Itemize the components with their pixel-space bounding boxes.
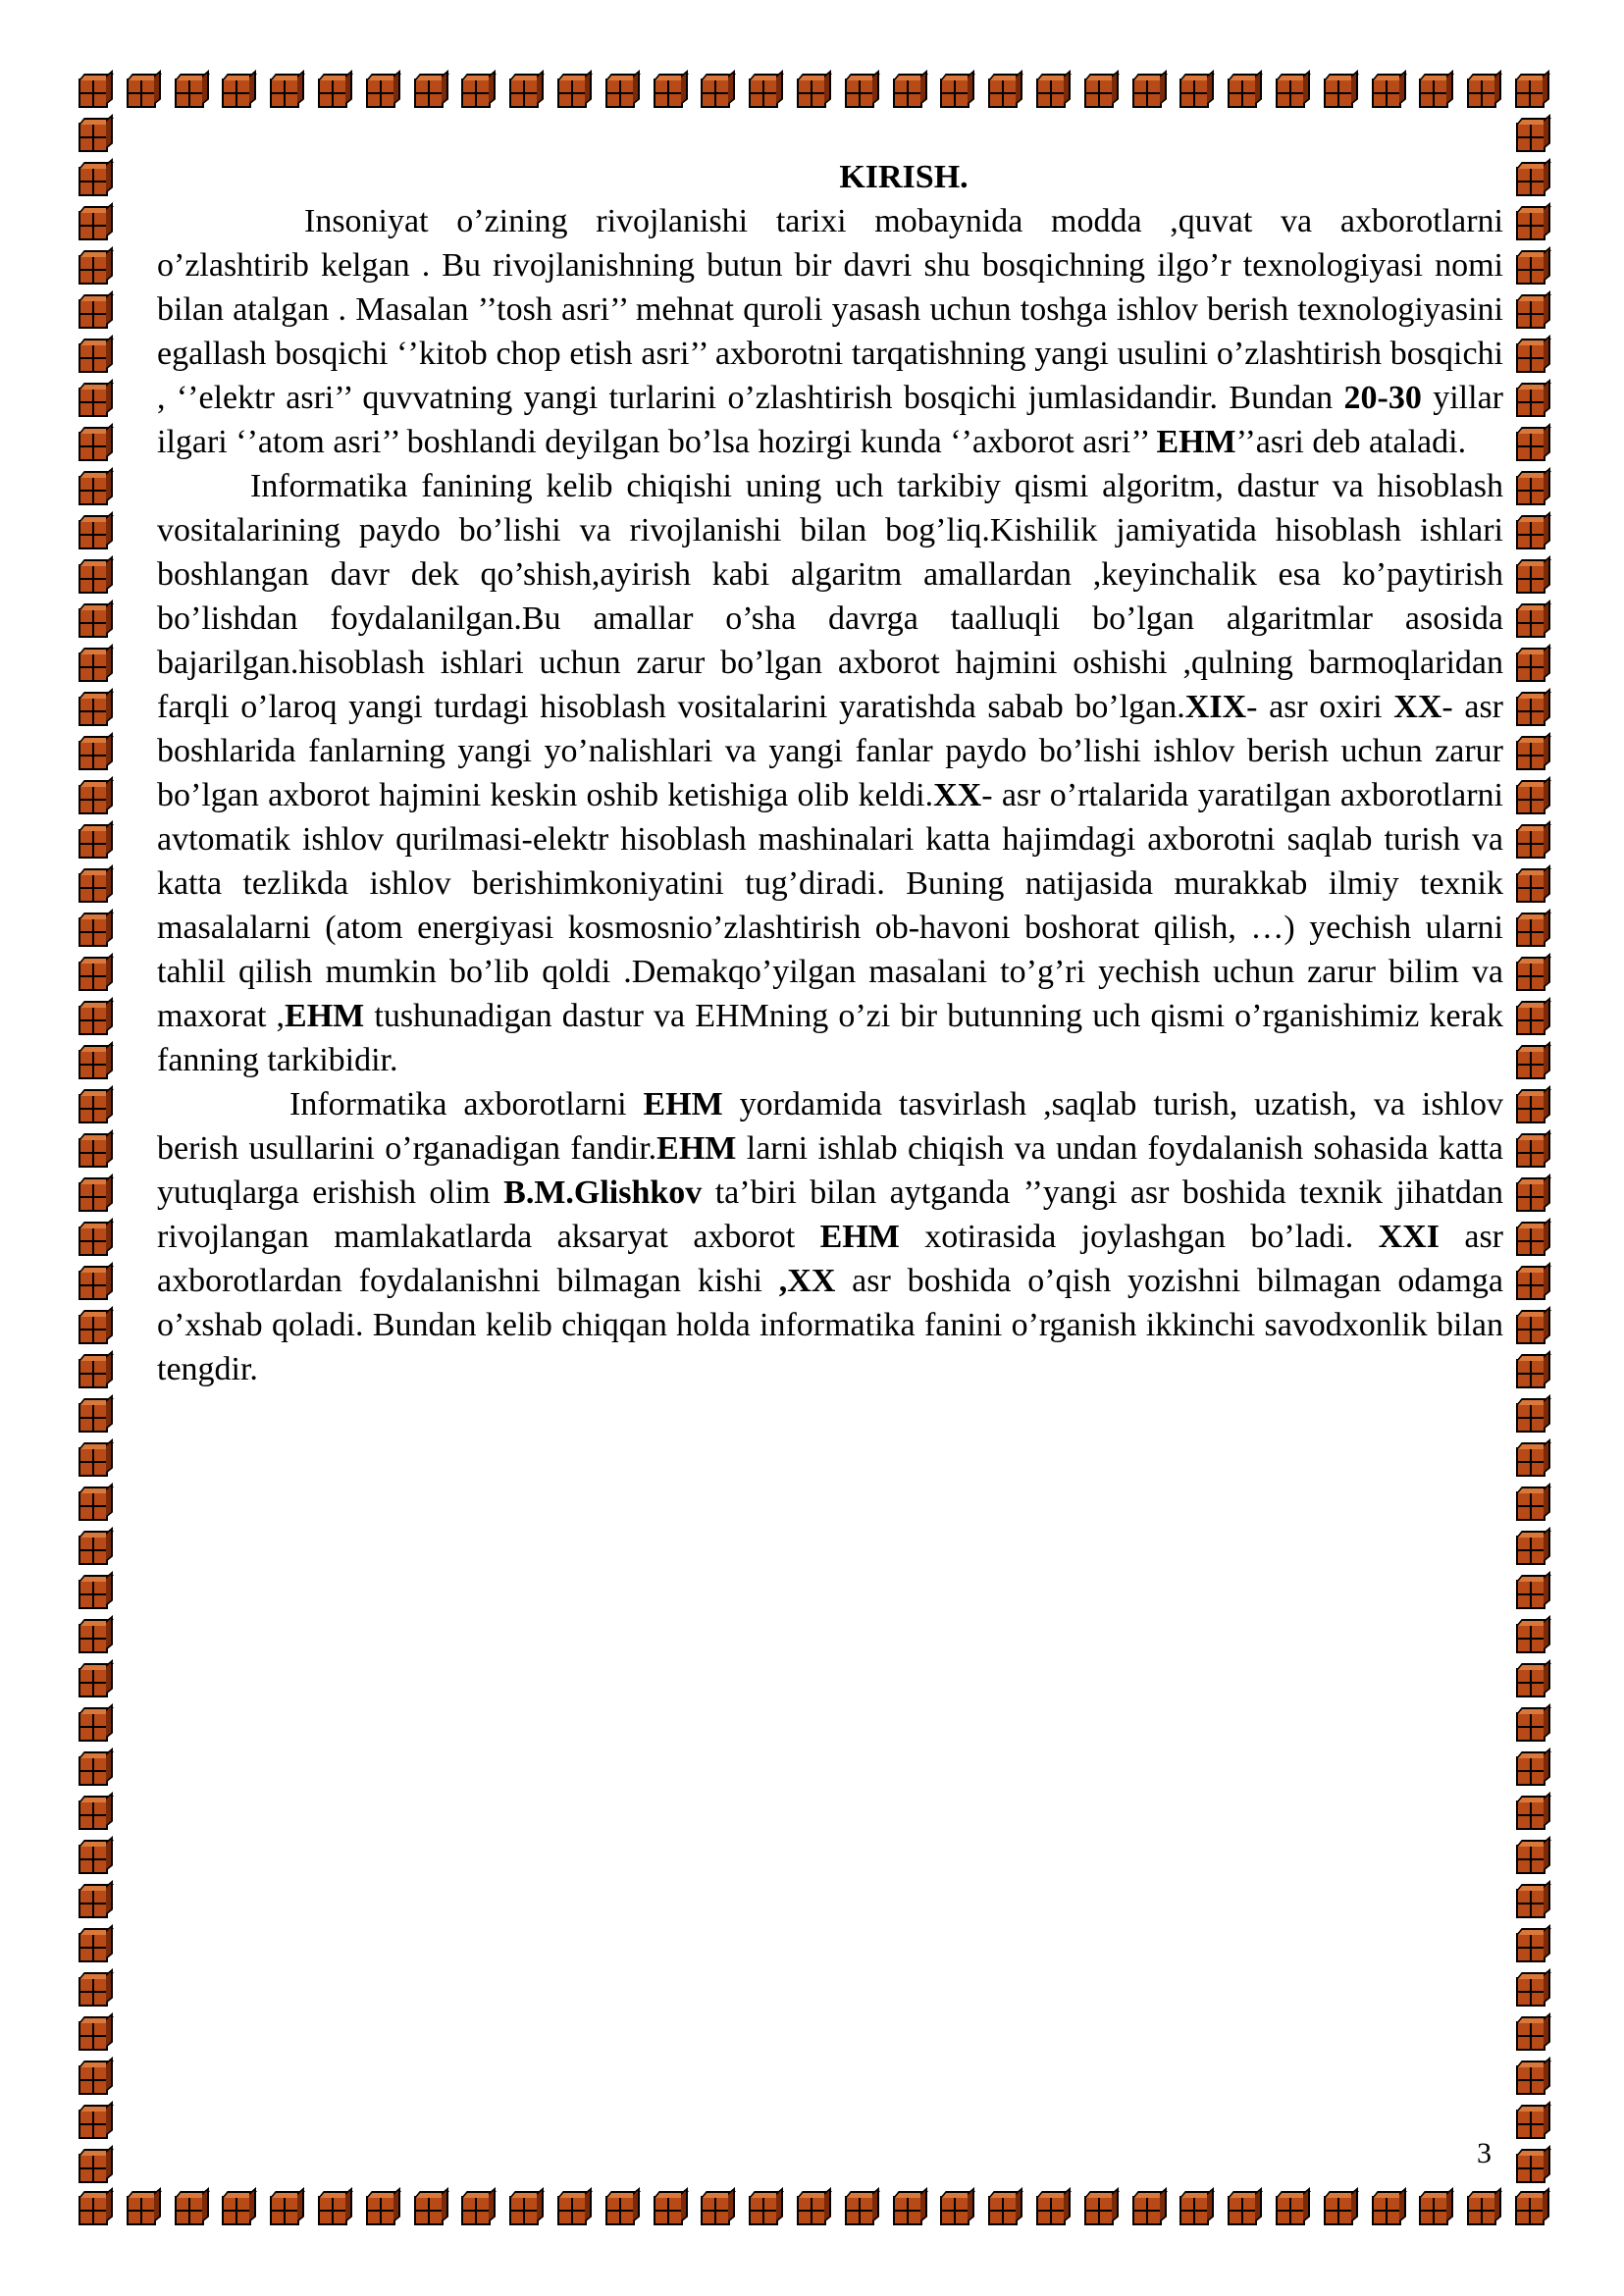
cube-icon	[1516, 962, 1545, 991]
cube-icon	[1467, 2196, 1496, 2225]
cube-icon	[1372, 2196, 1401, 2225]
bold-run: EHM	[1156, 424, 1236, 460]
cube-icon	[414, 78, 444, 108]
cube-icon	[461, 78, 491, 108]
cube-icon	[1516, 608, 1545, 638]
cube-icon	[1036, 2196, 1066, 2225]
cube-icon	[1324, 2196, 1353, 2225]
cube-icon	[1516, 917, 1545, 947]
text-run: yordamida tasvirlash ,saqlab turish, uzatish, va ishlov berish usullarini o’rganadigan fandir.	[157, 1086, 1503, 1167]
cube-icon	[175, 78, 204, 108]
cube-icon	[79, 1580, 108, 1609]
cube-icon	[1516, 1138, 1545, 1168]
cube-icon	[79, 1491, 108, 1521]
cube-icon	[79, 873, 108, 903]
cube-icon	[701, 78, 730, 108]
cube-icon	[79, 962, 108, 991]
cube-icon	[222, 2196, 251, 2225]
cube-icon	[1516, 785, 1545, 814]
cube-icon	[79, 211, 108, 240]
cube-icon	[1516, 741, 1545, 770]
cube-icon	[1516, 1491, 1545, 1521]
cube-icon	[1516, 211, 1545, 240]
cube-icon	[1228, 2196, 1257, 2225]
cube-icon	[1516, 520, 1545, 549]
cube-icon	[318, 2196, 347, 2225]
bold-run: EHM	[656, 1130, 737, 1167]
cube-icon	[79, 1359, 108, 1388]
text-run: asr axborotlardan foydalanishni bilmagan kishi	[157, 1219, 1503, 1299]
cube-icon	[1516, 873, 1545, 903]
cube-icon	[1516, 697, 1545, 726]
cube-icon	[1276, 2196, 1305, 2225]
cube-icon	[1132, 78, 1162, 108]
cube-icon	[797, 2196, 826, 2225]
bold-run: ,XX	[778, 1263, 836, 1299]
cube-icon	[654, 2196, 683, 2225]
cube-icon	[79, 917, 108, 947]
cube-icon	[79, 1712, 108, 1742]
cube-icon	[1419, 78, 1448, 108]
cube-icon	[461, 2196, 491, 2225]
cube-icon	[79, 564, 108, 594]
cube-icon	[79, 1403, 108, 1433]
cube-icon	[509, 78, 539, 108]
text-run: ta’biri bilan aytganda ’’yangi asr boshida texnik jihatdan rivojlangan mamlakatlarda aksaryat axborot	[157, 1174, 1503, 1255]
cube-icon	[1515, 78, 1545, 108]
cube-icon	[79, 697, 108, 726]
cube-icon	[1516, 1315, 1545, 1344]
text-run: ’’asri deb ataladi.	[1235, 424, 1467, 460]
cube-icon	[797, 78, 826, 108]
cube-icon	[318, 78, 347, 108]
bold-run: XX	[1393, 689, 1442, 725]
cube-icon	[79, 343, 108, 373]
cube-icon	[79, 432, 108, 461]
cube-icon	[1179, 2196, 1209, 2225]
cube-icon	[1084, 78, 1114, 108]
text-run: yillar ilgari ‘’atom asri’’ boshlandi deyilgan bo’lsa hozirgi kunda ‘’axborot asri’’	[157, 380, 1503, 460]
cube-icon	[1132, 2196, 1162, 2225]
cube-icon	[1516, 1536, 1545, 1565]
cube-icon	[79, 2021, 108, 2051]
cube-icon	[1516, 829, 1545, 859]
cube-icon	[1516, 1889, 1545, 1918]
bold-run: XIX	[1184, 689, 1247, 725]
cube-icon	[1516, 476, 1545, 505]
cube-icon	[79, 123, 108, 152]
cube-icon	[1324, 78, 1353, 108]
cube-icon	[1515, 2196, 1545, 2225]
cube-icon	[366, 2196, 395, 2225]
cube-icon	[366, 78, 395, 108]
bold-run: XX	[933, 777, 982, 813]
cube-icon	[988, 2196, 1018, 2225]
cube-icon	[79, 2196, 108, 2225]
cube-icon	[940, 78, 969, 108]
cube-icon	[557, 78, 587, 108]
cube-icon	[1516, 1271, 1545, 1300]
text-run: - asr boshlarida fanlarning yangi yo’nalishlari va yangi fanlar paydo bo’lishi ishlov berish uchun zarur bo’lgan axborot hajmini keskin oshib ketishiga olib keldi.	[157, 689, 1503, 813]
cube-icon	[79, 2065, 108, 2095]
cube-icon	[1276, 78, 1305, 108]
cube-icon	[1516, 167, 1545, 196]
bold-run: EHM	[819, 1219, 900, 1255]
cube-icon	[749, 78, 778, 108]
cube-icon	[1516, 1756, 1545, 1786]
cube-icon	[605, 2196, 635, 2225]
cube-icon	[79, 829, 108, 859]
cube-icon	[1467, 78, 1496, 108]
cube-icon	[79, 1315, 108, 1344]
cube-icon	[1516, 255, 1545, 285]
bold-run: EHM	[285, 998, 365, 1034]
cube-icon	[605, 78, 635, 108]
cube-icon	[222, 78, 251, 108]
cube-icon	[79, 741, 108, 770]
cube-icon	[270, 2196, 299, 2225]
cube-icon	[1516, 1845, 1545, 1874]
cube-icon	[1179, 78, 1209, 108]
cube-icon	[79, 1447, 108, 1477]
cube-icon	[1516, 564, 1545, 594]
cube-icon	[1516, 388, 1545, 417]
cube-icon	[79, 1668, 108, 1697]
cube-icon	[1419, 2196, 1448, 2225]
bold-run: 20-30	[1343, 380, 1422, 416]
cube-icon	[1084, 2196, 1114, 2225]
cube-icon	[509, 2196, 539, 2225]
cube-icon	[1516, 1226, 1545, 1256]
cube-icon	[79, 167, 108, 196]
cube-icon	[1036, 78, 1066, 108]
text-run: Insoniyat o’zining rivojlanishi tarixi mobaynida modda ,quvat va axborotlarni o’zlashtirib kelgan . Bu rivojlanishning butun bir davri shu bosqichning ilgo’r texnologiyasi nomi bilan atalgan . Masalan ’’tosh asri’’ mehnat quroli yasash uchun toshga ishlov berish texnologiyasini egallash bosqichi ‘’kitob chop etish asri’’ axborotni tarqatishning yangi usulini o’zlashtirish bosqichi , ‘’elektr asri’’ quvvatning yangi turlarini o’zlashtirish bosqichi jumlasidandir. Bundan	[157, 203, 1503, 416]
cube-icon	[1516, 1933, 1545, 1962]
text-run: Informatika axborotlarni	[289, 1086, 644, 1122]
cube-icon	[175, 2196, 204, 2225]
cube-icon	[845, 78, 874, 108]
cube-icon	[1228, 78, 1257, 108]
cube-icon	[1516, 1359, 1545, 1388]
cube-icon	[79, 1226, 108, 1256]
cube-icon	[79, 652, 108, 682]
cube-icon	[1516, 1800, 1545, 1830]
cube-icon	[79, 2110, 108, 2139]
cube-icon	[79, 1094, 108, 1123]
page-number: 3	[1477, 2137, 1492, 2169]
cube-icon	[893, 78, 922, 108]
page-title: KIRISH.	[839, 159, 969, 195]
cube-icon	[1516, 299, 1545, 329]
text-run: larni ishlab chiqish va undan foydalanish sohasida katta yutuqlarga erishish olim	[157, 1130, 1503, 1211]
cube-icon	[79, 608, 108, 638]
cube-icon	[79, 255, 108, 285]
cube-icon	[1516, 2065, 1545, 2095]
cube-icon	[79, 1889, 108, 1918]
text-run: - asr oxiri	[1246, 689, 1394, 725]
cube-icon	[79, 1536, 108, 1565]
cube-icon	[1516, 1624, 1545, 1653]
cube-icon	[654, 78, 683, 108]
cube-icon	[1516, 1050, 1545, 1079]
cube-icon	[1516, 1447, 1545, 1477]
cube-icon	[79, 785, 108, 814]
cube-icon	[79, 1800, 108, 1830]
bold-run: B.M.Glishkov	[503, 1174, 703, 1211]
cube-icon	[1516, 123, 1545, 152]
cube-icon	[79, 1138, 108, 1168]
cube-icon	[701, 2196, 730, 2225]
cube-icon	[1516, 1712, 1545, 1742]
cube-icon	[749, 2196, 778, 2225]
cube-icon	[79, 78, 108, 108]
cube-icon	[79, 1271, 108, 1300]
paragraph-2	[157, 464, 1503, 1082]
cube-icon	[79, 1050, 108, 1079]
cube-icon	[127, 2196, 156, 2225]
cube-icon	[1516, 1403, 1545, 1433]
text-run: Informatika fanining kelib chiqishi uning uch tarkibiy qismi algoritm, dastur va hisoblash vositalarining paydo bo’lishi va rivojlanishi bilan bog’liq.Kishilik jamiyatida hisoblash ishlari boshlangan davr dek qo’shish,ayirish kabi algaritm amallardan ,keyinchalik esa ko’paytirish bo’lishdan foydalanilgan.Bu amallar o’sha davrga taalluqli bo’lgan algaritmlar asosida bajarilgan.hisoblash ishlari uchun zarur bo’lgan axborot hajmini oshishi ,qulning barmoqlaridan farqli o’laroq yangi turdagi hisoblash vositalarini yaratishda sabab bo’lgan.	[157, 468, 1503, 725]
cube-icon	[557, 2196, 587, 2225]
paragraph-1	[157, 199, 1503, 464]
cube-icon	[79, 1624, 108, 1653]
cube-icon	[79, 1182, 108, 1212]
cube-icon	[1516, 1668, 1545, 1697]
cube-icon	[79, 388, 108, 417]
text-run: asr boshida o’qish yozishni bilmagan odamga o’xshab qoladi. Bundan kelib chiqqan holda informatika fanini o’rganish ikkinchi savodxonlik bilan tengdir.	[157, 1263, 1503, 1387]
text-run: xotirasida joylashgan bo’ladi.	[899, 1219, 1379, 1255]
cube-icon	[79, 1756, 108, 1786]
bold-run: EHM	[643, 1086, 723, 1122]
cube-icon	[79, 476, 108, 505]
cube-icon	[1516, 2021, 1545, 2051]
cube-icon	[1516, 2154, 1545, 2183]
cube-icon	[79, 2154, 108, 2183]
cube-icon	[893, 2196, 922, 2225]
cube-icon	[1516, 343, 1545, 373]
cube-icon	[127, 78, 156, 108]
cube-icon	[79, 299, 108, 329]
paragraph-3	[157, 1082, 1503, 1391]
cube-icon	[1516, 1977, 1545, 2007]
cube-icon	[1516, 2110, 1545, 2139]
cube-icon	[414, 2196, 444, 2225]
cube-icon	[988, 78, 1018, 108]
cube-icon	[1516, 1094, 1545, 1123]
cube-icon	[270, 78, 299, 108]
text-run: tushunadigan dastur va EHMning o’zi bir butunning uch qismi o’rganishimiz kerak fanning tarkibidir.	[157, 998, 1503, 1078]
cube-icon	[1516, 1006, 1545, 1035]
cube-icon	[1516, 432, 1545, 461]
cube-icon	[79, 520, 108, 549]
cube-icon	[79, 1845, 108, 1874]
document-body	[157, 155, 1503, 1391]
text-run: - asr o’rtalarida yaratilgan axborotlarni avtomatik ishlov qurilmasi-elektr hisoblash mashinalari katta hajimdagi axborotni saqlab turish va katta tezlikda ishlov berishimkoniyatini tug’diradi. Buning natijasida murakkab ilmiy texnik masalalarni (atom energiyasi kosmosnio’zlashtirish ob-havoni boshorat qilish, …) yechish ularni tahlil qilish mumkin bo’lib qoldi .Demakqo’yilgan masalani to’g’ri yechish uchun zarur bilim va maxorat ,	[157, 777, 1503, 1034]
cube-icon	[79, 1006, 108, 1035]
cube-icon	[1516, 1580, 1545, 1609]
bold-run: XXI	[1378, 1219, 1440, 1255]
cube-icon	[79, 1933, 108, 1962]
cube-icon	[1516, 652, 1545, 682]
cube-icon	[79, 1977, 108, 2007]
cube-icon	[1516, 1182, 1545, 1212]
cube-icon	[1372, 78, 1401, 108]
cube-icon	[940, 2196, 969, 2225]
cube-icon	[845, 2196, 874, 2225]
